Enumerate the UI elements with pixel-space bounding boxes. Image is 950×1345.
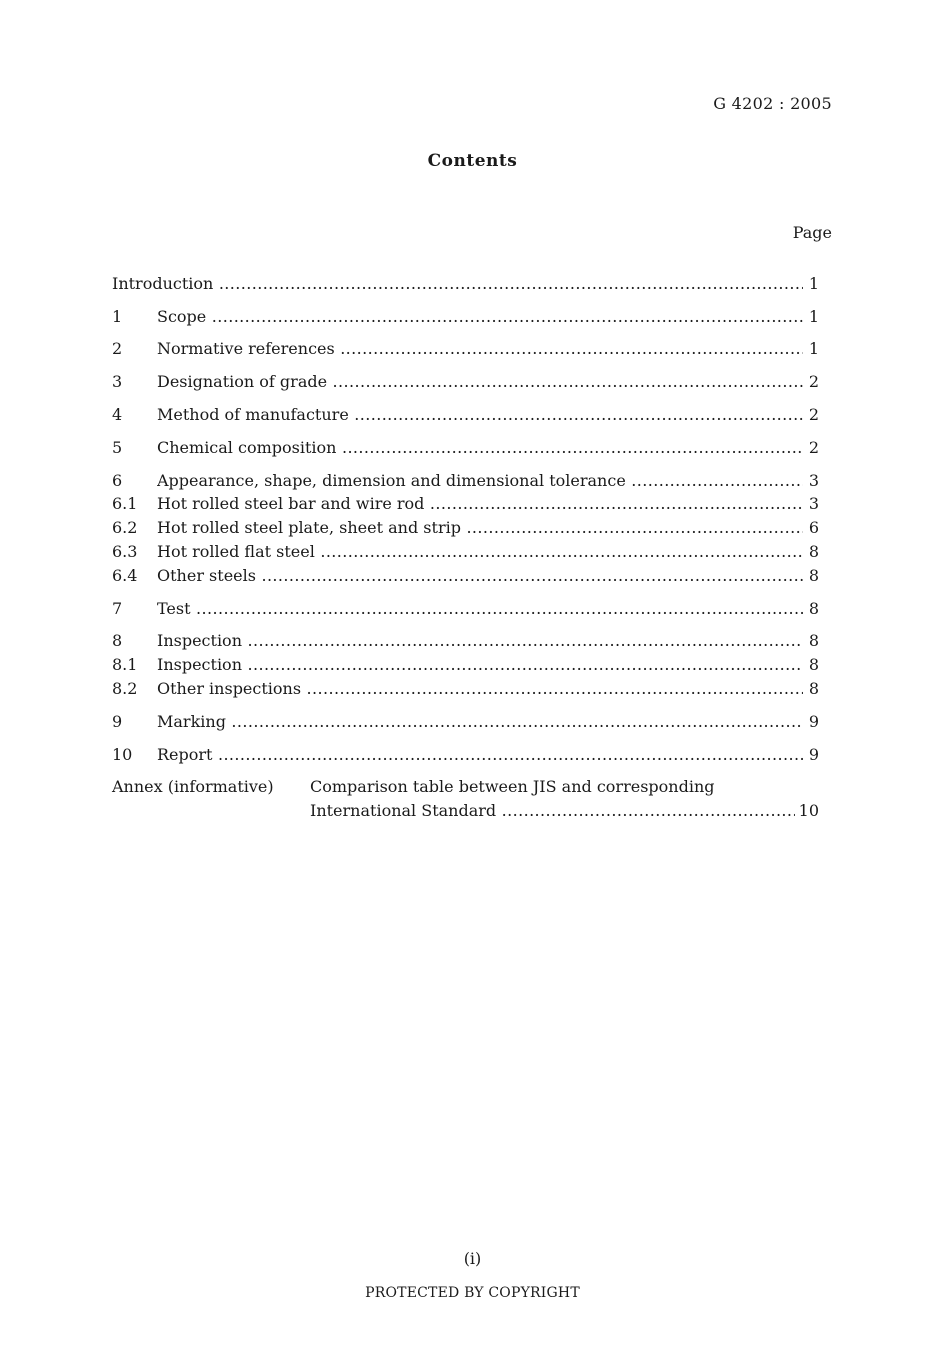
toc-entry-number: 6.2 [112, 518, 138, 537]
toc-entry-number: 1 [112, 307, 123, 326]
toc-entry-6-4[interactable] [112, 565, 819, 587]
toc-entry-title: Other inspections ..... [157, 678, 803, 700]
document-id: G 4202 : 2005 [713, 94, 832, 113]
toc-entry-number: 10 [112, 745, 133, 764]
toc-entry-2[interactable] [112, 338, 819, 360]
toc-entry-number: 6.1 [112, 494, 138, 513]
toc-entry-number: 8 [112, 631, 123, 650]
toc-entry-title: Report ..... [157, 744, 803, 766]
toc-entry-page: 9 [808, 745, 819, 764]
toc-entry-page: 9 [808, 712, 819, 731]
toc-entry-page: 6 [808, 518, 819, 537]
toc-entry-title: Inspection ..... [157, 654, 803, 676]
toc-entry-number: 9 [112, 712, 123, 731]
annex-title-line-1: Comparison table between JIS and corresponding [310, 777, 715, 796]
toc-entry-introduction[interactable] [112, 273, 819, 295]
toc-entry-number: 4 [112, 405, 123, 424]
toc-entry-title: Normative references ..... [157, 338, 803, 360]
toc-entry-6-3[interactable] [112, 541, 819, 563]
toc-entry-number: 7 [112, 599, 123, 618]
toc-entry-6-2[interactable] [112, 517, 819, 539]
toc-entry-number: 6 [112, 471, 123, 490]
toc-entry-page: 1 [808, 307, 819, 326]
toc-entry-page: 8 [808, 542, 819, 561]
toc-entry-title: Scope ..... [157, 306, 803, 328]
toc-entry-6[interactable] [112, 470, 819, 492]
toc-entry-number: 2 [112, 339, 123, 358]
toc-entry-page: 3 [808, 471, 819, 490]
toc-entry-page: 1 [808, 339, 819, 358]
toc-entry-title: Hot rolled flat steel ..... [157, 541, 803, 563]
toc-entry-annex[interactable] [112, 776, 819, 798]
toc-entry-title: Chemical composition ..... [157, 437, 803, 459]
toc-entry-title: Marking ..... [157, 711, 803, 733]
toc-entry-number: 5 [112, 438, 123, 457]
toc-entry-page: 2 [808, 372, 819, 391]
toc-entry-page: 1 [808, 274, 819, 293]
toc-entry-page: 2 [808, 438, 819, 457]
annex-title-line-2: International Standard ..... [310, 800, 795, 822]
toc-entry-title: Other steels ..... [157, 565, 803, 587]
toc-entry-number: 6.3 [112, 542, 138, 561]
toc-entry-page: 3 [808, 494, 819, 513]
toc-entry-title: Appearance, shape, dimension and dimensional tolerance ..... [157, 470, 803, 492]
copyright-notice: PROTECTED BY COPYRIGHT [365, 1285, 580, 1301]
toc-entry-page: 8 [808, 566, 819, 585]
toc-entry-page: 8 [808, 655, 819, 674]
annex-label: Annex (informative) [112, 777, 274, 796]
toc-entry-page: 2 [808, 405, 819, 424]
page-folio: (i) [463, 1249, 482, 1268]
toc-entry-title: Inspection ..... [157, 630, 803, 652]
toc-entry-5[interactable] [112, 437, 819, 459]
toc-entry-annex-continued[interactable] [112, 800, 819, 822]
toc-entry-page: 8 [808, 599, 819, 618]
toc-entry-page: 10 [798, 801, 819, 820]
toc-entry-number: 8.2 [112, 679, 138, 698]
toc-entry-10[interactable] [112, 744, 819, 766]
toc-entry-title: Designation of grade ..... [157, 371, 803, 393]
toc-entry-number: 3 [112, 372, 123, 391]
toc-entry-9[interactable] [112, 711, 819, 733]
toc-entry-title: Method of manufacture ..... [157, 404, 803, 426]
toc-entry-number: 8.1 [112, 655, 138, 674]
page-column-label: Page [792, 223, 832, 242]
toc-entry-title: Hot rolled steel plate, sheet and strip ..... [157, 517, 803, 539]
toc-entry-8[interactable] [112, 630, 819, 652]
toc-entry-6-1[interactable] [112, 493, 819, 515]
toc-entry-page: 8 [808, 631, 819, 650]
toc-entry-page: 8 [808, 679, 819, 698]
contents-title: Contents [427, 151, 518, 171]
toc-entry-4[interactable] [112, 404, 819, 426]
toc-entry-number: 6.4 [112, 566, 138, 585]
toc-entry-title: Introduction ..... [112, 273, 803, 295]
toc-entry-8-1[interactable] [112, 654, 819, 676]
toc-entry-8-2[interactable] [112, 678, 819, 700]
toc-entry-title: Test ..... [157, 598, 803, 620]
toc-entry-title: Hot rolled steel bar and wire rod ..... [157, 493, 803, 515]
toc-entry-3[interactable] [112, 371, 819, 393]
toc-entry-7[interactable] [112, 598, 819, 620]
toc-entry-1[interactable] [112, 306, 819, 328]
